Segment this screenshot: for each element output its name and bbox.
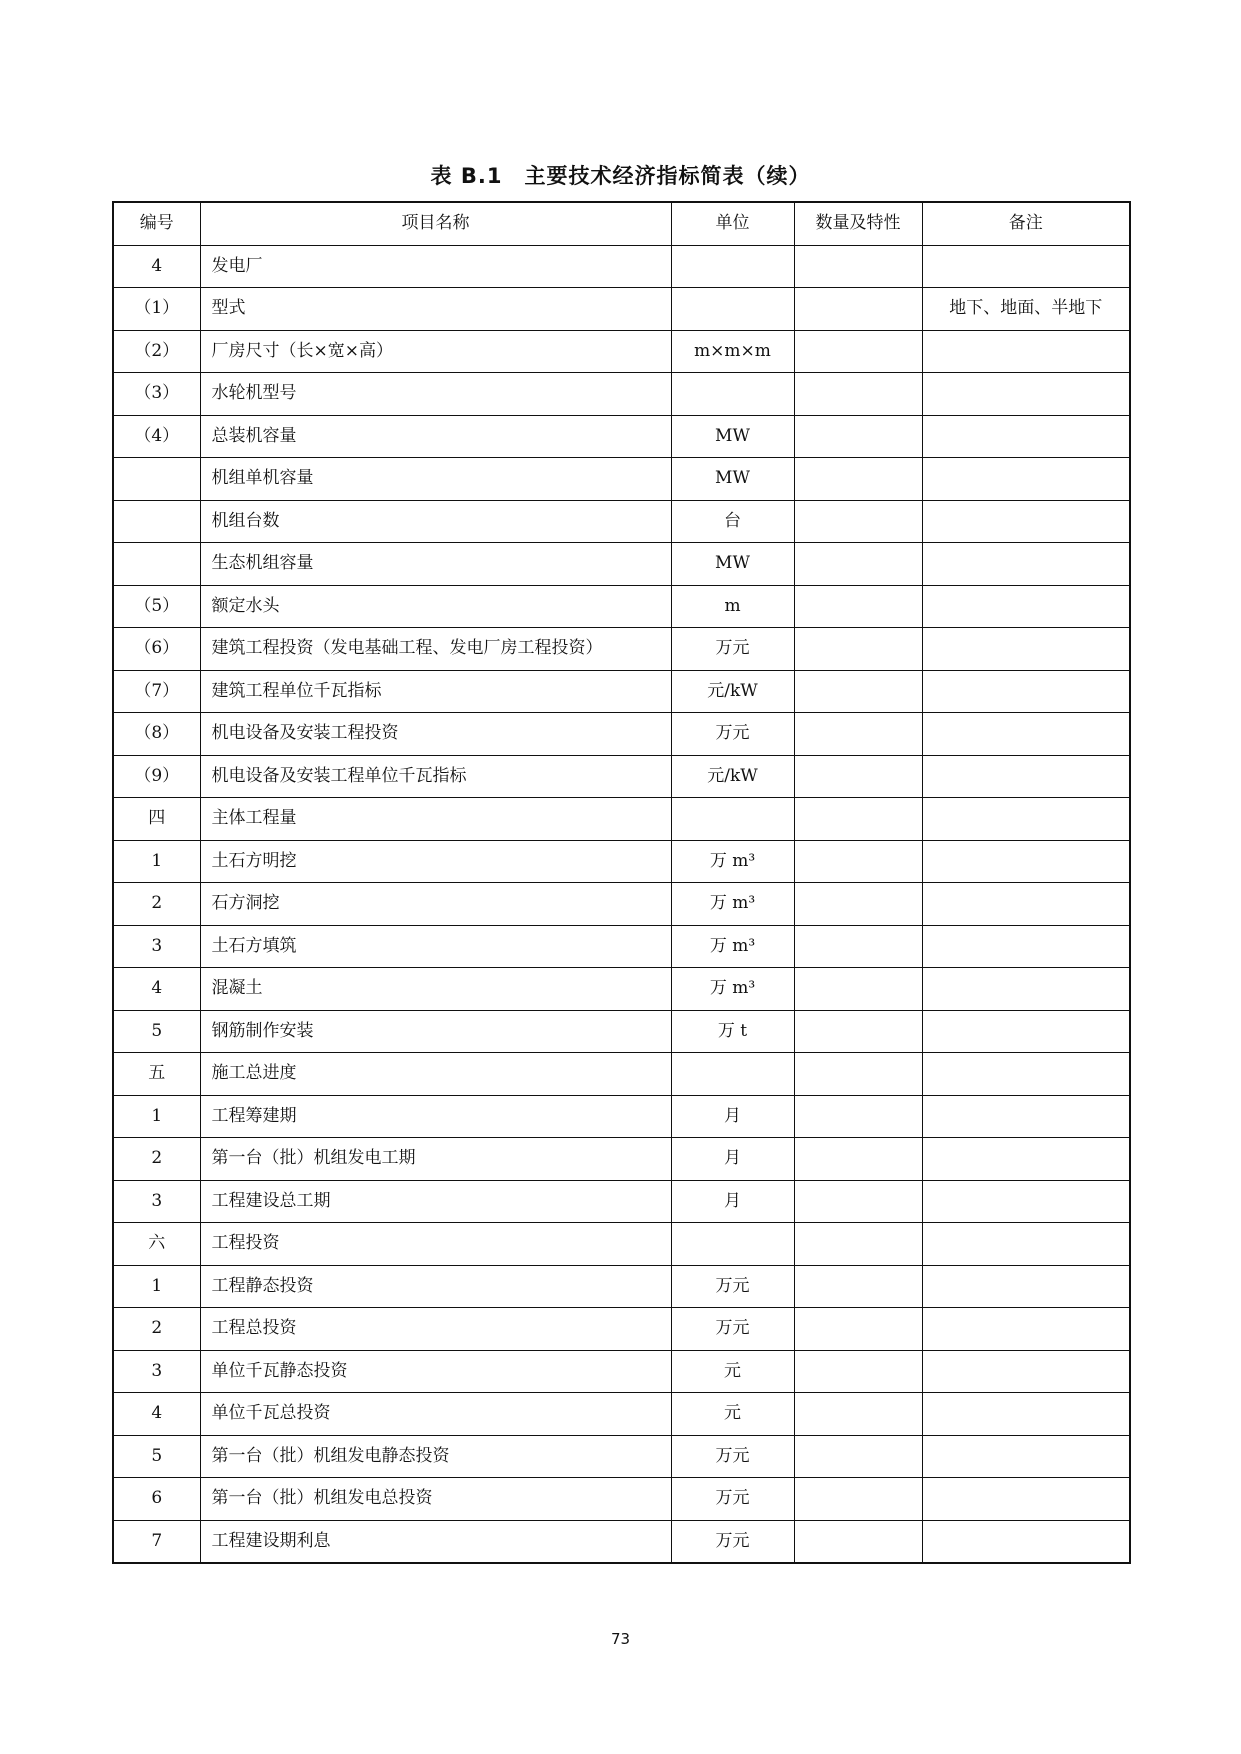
cell-unit: 万 m³ (671, 925, 794, 968)
table-row (113, 1265, 1130, 1308)
cell-note (922, 1095, 1130, 1138)
table-row (113, 1393, 1130, 1436)
cell-qty (794, 1435, 922, 1478)
cell-note (922, 755, 1130, 798)
cell-no: 4 (113, 245, 200, 288)
cell-name: 额定水头 (200, 585, 671, 628)
table-row (113, 1350, 1130, 1393)
cell-unit (671, 245, 794, 288)
cell-name: 发电厂 (200, 245, 671, 288)
cell-note (922, 1053, 1130, 1096)
cell-note (922, 670, 1130, 713)
cell-name: 单位千瓦总投资 (200, 1393, 671, 1436)
cell-note (922, 1138, 1130, 1181)
cell-name: 机电设备及安装工程投资 (200, 713, 671, 756)
cell-name: 工程投资 (200, 1223, 671, 1266)
cell-name: 水轮机型号 (200, 373, 671, 416)
cell-qty (794, 1180, 922, 1223)
cell-no: （1） (113, 288, 200, 331)
cell-name: 生态机组容量 (200, 543, 671, 586)
cell-note (922, 585, 1130, 628)
cell-name: 机电设备及安装工程单位千瓦指标 (200, 755, 671, 798)
table-row (113, 585, 1130, 628)
cell-qty (794, 585, 922, 628)
cell-note (922, 840, 1130, 883)
cell-note (922, 330, 1130, 373)
table-row (113, 543, 1130, 586)
table-row (113, 245, 1130, 288)
cell-name: 钢筋制作安装 (200, 1010, 671, 1053)
cell-no: 五 (113, 1053, 200, 1096)
cell-unit (671, 1053, 794, 1096)
table-row (113, 1138, 1130, 1181)
cell-qty (794, 1138, 922, 1181)
cell-no: 1 (113, 1095, 200, 1138)
cell-unit: 万元 (671, 1435, 794, 1478)
indicator-table (112, 201, 1131, 1564)
cell-qty (794, 500, 922, 543)
cell-unit: 万 t (671, 1010, 794, 1053)
table-row (113, 713, 1130, 756)
cell-unit: 万 m³ (671, 840, 794, 883)
cell-no (113, 458, 200, 501)
cell-no: 5 (113, 1010, 200, 1053)
table-row (113, 1053, 1130, 1096)
cell-no (113, 500, 200, 543)
cell-note (922, 798, 1130, 841)
cell-qty (794, 1350, 922, 1393)
cell-qty (794, 713, 922, 756)
cell-no: 3 (113, 1180, 200, 1223)
cell-unit: 万 m³ (671, 968, 794, 1011)
cell-no: 四 (113, 798, 200, 841)
cell-unit: 万元 (671, 1265, 794, 1308)
cell-note (922, 1010, 1130, 1053)
cell-unit: 月 (671, 1095, 794, 1138)
table-row (113, 500, 1130, 543)
table-title: 表 B.1 主要技术经济指标简表（续） (430, 164, 811, 188)
table-row (113, 330, 1130, 373)
cell-note: 地下、地面、半地下 (922, 288, 1130, 331)
cell-no: （5） (113, 585, 200, 628)
cell-unit (671, 288, 794, 331)
cell-qty (794, 968, 922, 1011)
cell-name: 工程建设总工期 (200, 1180, 671, 1223)
header-note: 备注 (922, 202, 1130, 245)
cell-qty (794, 245, 922, 288)
cell-qty (794, 1478, 922, 1521)
cell-no: 6 (113, 1478, 200, 1521)
header-qty: 数量及特性 (794, 202, 922, 245)
cell-name: 工程筹建期 (200, 1095, 671, 1138)
cell-no: 2 (113, 1308, 200, 1351)
table-row (113, 755, 1130, 798)
cell-unit: m (671, 585, 794, 628)
cell-unit: 万元 (671, 628, 794, 671)
cell-unit: 月 (671, 1180, 794, 1223)
cell-qty (794, 415, 922, 458)
header-row (113, 202, 1130, 245)
cell-no: 5 (113, 1435, 200, 1478)
cell-no: 7 (113, 1520, 200, 1563)
cell-name: 型式 (200, 288, 671, 331)
table-row (113, 1095, 1130, 1138)
table-body (113, 202, 1130, 1563)
cell-no: （4） (113, 415, 200, 458)
table-row (113, 1520, 1130, 1563)
header-unit: 单位 (671, 202, 794, 245)
cell-note (922, 1520, 1130, 1563)
cell-unit: 万元 (671, 1520, 794, 1563)
table-row (113, 670, 1130, 713)
cell-no: （3） (113, 373, 200, 416)
table-row (113, 628, 1130, 671)
cell-qty (794, 628, 922, 671)
cell-note (922, 1265, 1130, 1308)
table-row (113, 1435, 1130, 1478)
cell-no: （7） (113, 670, 200, 713)
cell-name: 土石方填筑 (200, 925, 671, 968)
cell-name: 石方洞挖 (200, 883, 671, 926)
cell-qty (794, 1010, 922, 1053)
cell-qty (794, 288, 922, 331)
cell-no: 1 (113, 840, 200, 883)
table-row (113, 798, 1130, 841)
cell-note (922, 543, 1130, 586)
cell-unit: 元 (671, 1393, 794, 1436)
cell-note (922, 1393, 1130, 1436)
cell-unit: MW (671, 415, 794, 458)
cell-note (922, 968, 1130, 1011)
table-row (113, 288, 1130, 331)
table-row (113, 1308, 1130, 1351)
cell-name: 第一台（批）机组发电工期 (200, 1138, 671, 1181)
table-row (113, 1478, 1130, 1521)
cell-unit: MW (671, 543, 794, 586)
cell-unit (671, 373, 794, 416)
table-row (113, 925, 1130, 968)
cell-note (922, 458, 1130, 501)
cell-unit: 万元 (671, 713, 794, 756)
cell-name: 土石方明挖 (200, 840, 671, 883)
cell-qty (794, 458, 922, 501)
cell-name: 第一台（批）机组发电静态投资 (200, 1435, 671, 1478)
table-row (113, 840, 1130, 883)
cell-qty (794, 1265, 922, 1308)
cell-qty (794, 925, 922, 968)
cell-note (922, 1435, 1130, 1478)
cell-name: 建筑工程投资（发电基础工程、发电厂房工程投资） (200, 628, 671, 671)
cell-note (922, 713, 1130, 756)
cell-qty (794, 330, 922, 373)
cell-unit: 月 (671, 1138, 794, 1181)
cell-no: 2 (113, 1138, 200, 1181)
cell-no: 3 (113, 1350, 200, 1393)
cell-name: 工程静态投资 (200, 1265, 671, 1308)
cell-unit: 台 (671, 500, 794, 543)
cell-no: 4 (113, 968, 200, 1011)
cell-note (922, 925, 1130, 968)
cell-unit: MW (671, 458, 794, 501)
cell-qty (794, 1308, 922, 1351)
cell-name: 机组单机容量 (200, 458, 671, 501)
cell-name: 工程建设期利息 (200, 1520, 671, 1563)
table-row (113, 458, 1130, 501)
header-no: 编号 (113, 202, 200, 245)
cell-qty (794, 883, 922, 926)
table-row (113, 1223, 1130, 1266)
cell-note (922, 1308, 1130, 1351)
cell-qty (794, 798, 922, 841)
cell-note (922, 883, 1130, 926)
cell-qty (794, 1393, 922, 1436)
cell-no: （8） (113, 713, 200, 756)
table-row (113, 883, 1130, 926)
cell-no: 六 (113, 1223, 200, 1266)
cell-note (922, 1478, 1130, 1521)
cell-note (922, 373, 1130, 416)
table-row (113, 1180, 1130, 1223)
cell-unit (671, 1223, 794, 1266)
cell-unit (671, 798, 794, 841)
cell-note (922, 628, 1130, 671)
cell-name: 总装机容量 (200, 415, 671, 458)
cell-note (922, 1223, 1130, 1266)
cell-unit: m×m×m (671, 330, 794, 373)
cell-name: 主体工程量 (200, 798, 671, 841)
cell-unit: 万 m³ (671, 883, 794, 926)
cell-qty (794, 373, 922, 416)
table-row (113, 1010, 1130, 1053)
cell-no: 2 (113, 883, 200, 926)
cell-no: （9） (113, 755, 200, 798)
cell-qty (794, 543, 922, 586)
cell-qty (794, 670, 922, 713)
cell-unit: 万元 (671, 1478, 794, 1521)
cell-name: 机组台数 (200, 500, 671, 543)
cell-note (922, 1350, 1130, 1393)
cell-qty (794, 840, 922, 883)
cell-qty (794, 755, 922, 798)
cell-name: 建筑工程单位千瓦指标 (200, 670, 671, 713)
cell-unit: 万元 (671, 1308, 794, 1351)
cell-name: 工程总投资 (200, 1308, 671, 1351)
cell-qty (794, 1095, 922, 1138)
cell-name: 第一台（批）机组发电总投资 (200, 1478, 671, 1521)
cell-no: （2） (113, 330, 200, 373)
cell-note (922, 245, 1130, 288)
page-number: 73 (610, 1630, 631, 1648)
cell-note (922, 1180, 1130, 1223)
cell-no: 1 (113, 1265, 200, 1308)
cell-name: 施工总进度 (200, 1053, 671, 1096)
cell-qty (794, 1053, 922, 1096)
cell-no (113, 543, 200, 586)
table-row (113, 373, 1130, 416)
cell-name: 混凝土 (200, 968, 671, 1011)
cell-unit: 元 (671, 1350, 794, 1393)
cell-note (922, 415, 1130, 458)
cell-unit: 元/kW (671, 755, 794, 798)
cell-name: 厂房尺寸（长×宽×高） (200, 330, 671, 373)
cell-unit: 元/kW (671, 670, 794, 713)
cell-note (922, 500, 1130, 543)
cell-no: （6） (113, 628, 200, 671)
table-row (113, 415, 1130, 458)
header-name: 项目名称 (200, 202, 671, 245)
table-row (113, 968, 1130, 1011)
cell-qty (794, 1223, 922, 1266)
cell-no: 4 (113, 1393, 200, 1436)
cell-name: 单位千瓦静态投资 (200, 1350, 671, 1393)
cell-no: 3 (113, 925, 200, 968)
cell-qty (794, 1520, 922, 1563)
